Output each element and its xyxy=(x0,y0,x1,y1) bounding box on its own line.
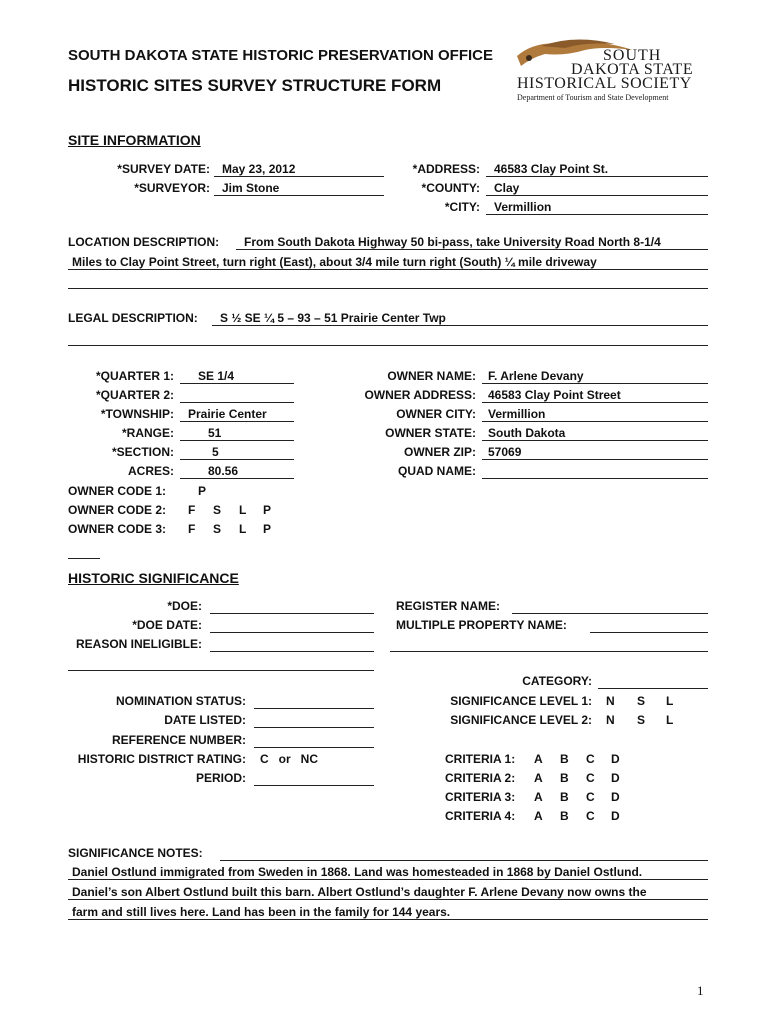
location-underline-1 xyxy=(236,249,708,250)
doe-underline[interactable] xyxy=(210,613,374,614)
owner-code2-option-l[interactable]: L xyxy=(239,503,247,517)
owner-code3-label: OWNER CODE 3: xyxy=(68,522,167,536)
criteria4-option-c[interactable]: C xyxy=(586,809,595,823)
criteria2-option-c[interactable]: C xyxy=(586,771,595,785)
criteria2-option-d[interactable]: D xyxy=(611,771,620,785)
owner-code2-label: OWNER CODE 2: xyxy=(68,503,167,517)
owner-code2-option-f[interactable]: F xyxy=(188,503,196,517)
owner-code2-option-s[interactable]: S xyxy=(213,503,222,517)
acres-value[interactable]: 80.56 xyxy=(208,464,239,478)
criteria2-option-a[interactable]: A xyxy=(534,771,543,785)
legal-underline-2 xyxy=(68,345,708,346)
township-underline xyxy=(180,421,294,422)
survey-date-value[interactable]: May 23, 2012 xyxy=(222,162,296,176)
township-value[interactable]: Prairie Center xyxy=(188,407,267,421)
surveyor-underline xyxy=(214,195,384,196)
quad-name-underline xyxy=(482,478,708,479)
criteria1-option-c[interactable]: C xyxy=(586,752,595,766)
district-rating-label: HISTORIC DISTRICT RATING: xyxy=(77,752,246,766)
sig-level1-option-n[interactable]: N xyxy=(606,694,615,708)
criteria1-option-a[interactable]: A xyxy=(534,752,543,766)
owner-city-underline xyxy=(482,421,708,422)
county-label: *COUNTY: xyxy=(421,181,480,195)
section-label: *SECTION: xyxy=(111,445,174,459)
nomination-status-underline[interactable] xyxy=(254,708,374,709)
multiple-property-underline[interactable] xyxy=(590,632,708,633)
owner-state-value[interactable]: South Dakota xyxy=(488,426,566,440)
quarter1-underline xyxy=(180,383,294,384)
criteria1-label: CRITERIA 1: xyxy=(445,752,516,766)
owner-name-value[interactable]: F. Arlene Devany xyxy=(488,369,584,383)
logo-line1: SOUTH xyxy=(603,47,662,64)
owner-code2-option-p[interactable]: P xyxy=(263,503,272,517)
owner-zip-value[interactable]: 57069 xyxy=(488,445,522,459)
doe-date-underline[interactable] xyxy=(210,632,374,633)
logo-line3: HISTORICAL SOCIETY xyxy=(517,75,692,92)
period-label: PERIOD: xyxy=(195,771,246,785)
significance-notes-line3[interactable]: farm and still lives here. Land has been in the family for 144 years. xyxy=(72,905,451,919)
sig-level2-option-s[interactable]: S xyxy=(637,713,646,727)
office-name: SOUTH DAKOTA STATE HISTORIC PRESERVATION OFFICE xyxy=(68,47,494,64)
significance-notes-label: SIGNIFICANCE NOTES: xyxy=(68,846,203,860)
section-value[interactable]: 5 xyxy=(212,445,219,459)
short-divider xyxy=(68,558,100,559)
owner-state-label: OWNER STATE: xyxy=(385,426,476,440)
date-listed-underline[interactable] xyxy=(254,727,374,728)
quarter1-label: *QUARTER 1: xyxy=(95,369,174,383)
quarter2-underline xyxy=(180,402,294,403)
reason-underline-2[interactable] xyxy=(68,670,374,671)
site-information-heading: SITE INFORMATION xyxy=(68,132,201,148)
logo-line4: Department of Tourism and State Development xyxy=(517,93,669,102)
sig-level1-option-l[interactable]: L xyxy=(666,694,674,708)
owner-city-value[interactable]: Vermillion xyxy=(488,407,546,421)
section-underline xyxy=(180,459,294,460)
sig-level2-option-l[interactable]: L xyxy=(666,713,674,727)
reference-number-underline[interactable] xyxy=(254,747,374,748)
address-label: *ADDRESS: xyxy=(412,162,480,176)
criteria3-option-c[interactable]: C xyxy=(586,790,595,804)
city-underline xyxy=(486,214,708,215)
legal-underline-1 xyxy=(212,325,708,326)
page-number: 1 xyxy=(697,983,704,998)
reference-number-label: REFERENCE NUMBER: xyxy=(111,733,246,747)
quarter1-value[interactable]: SE 1/4 xyxy=(198,369,235,383)
survey-date-underline xyxy=(214,176,384,177)
owner-code1-label: OWNER CODE 1: xyxy=(68,484,167,498)
legal-description-label: LEGAL DESCRIPTION: xyxy=(68,311,198,325)
nomination-status-label: NOMINATION STATUS: xyxy=(116,694,246,708)
criteria1-option-d[interactable]: D xyxy=(611,752,620,766)
criteria3-label: CRITERIA 3: xyxy=(445,790,516,804)
range-label: *RANGE: xyxy=(121,426,174,440)
notes-underline-3 xyxy=(68,919,708,920)
location-underline-3 xyxy=(68,288,708,289)
owner-code3-option-s[interactable]: S xyxy=(213,522,222,536)
category-label: CATEGORY: xyxy=(522,674,592,688)
notes-underline-2 xyxy=(68,899,708,900)
criteria3-option-d[interactable]: D xyxy=(611,790,620,804)
owner-code1-value[interactable]: P xyxy=(198,484,207,498)
range-underline xyxy=(180,440,294,441)
owner-address-label: OWNER ADDRESS: xyxy=(364,388,476,402)
location-description-line1[interactable]: From South Dakota Highway 50 bi-pass, take University Road North 8-1/4 xyxy=(244,235,661,249)
surveyor-label: *SURVEYOR: xyxy=(134,181,210,195)
city-value[interactable]: Vermillion xyxy=(494,200,552,214)
form-title: HISTORIC SITES SURVEY STRUCTURE FORM xyxy=(68,76,442,95)
category-underline[interactable] xyxy=(598,688,708,689)
doe-label: *DOE: xyxy=(167,599,202,613)
significance-notes-line2[interactable]: Daniel’s son Albert Ostlund built this barn. Albert Ostlund’s daughter F. Arlene Devany now owns the xyxy=(72,885,647,899)
acres-label: ACRES: xyxy=(127,464,174,478)
range-value[interactable]: 51 xyxy=(208,426,222,440)
criteria4-label: CRITERIA 4: xyxy=(445,809,516,823)
register-name-underline[interactable] xyxy=(512,613,708,614)
multiple-property-underline-2[interactable] xyxy=(390,651,708,652)
district-rating-options[interactable]: C or NC xyxy=(260,752,319,766)
significance-notes-line1[interactable]: Daniel Ostlund immigrated from Sweden in 1868. Land was homesteaded in 1868 by Daniel Ostlund. xyxy=(72,865,643,879)
criteria2-label: CRITERIA 2: xyxy=(445,771,516,785)
logo-line2: DAKOTA STATE xyxy=(571,61,694,78)
address-underline xyxy=(486,176,708,177)
multiple-property-label: MULTIPLE PROPERTY NAME: xyxy=(396,618,567,632)
owner-state-underline xyxy=(482,440,708,441)
owner-zip-label: OWNER ZIP: xyxy=(404,445,476,459)
criteria2-option-b[interactable]: B xyxy=(560,771,569,785)
criteria4-option-a[interactable]: A xyxy=(534,809,543,823)
reason-ineligible-label: REASON INELIGIBLE: xyxy=(75,637,202,651)
criteria1-option-b[interactable]: B xyxy=(560,752,569,766)
notes-underline-0 xyxy=(220,860,708,861)
owner-city-label: OWNER CITY: xyxy=(396,407,476,421)
sig-level2-option-n[interactable]: N xyxy=(606,713,615,727)
criteria3-option-b[interactable]: B xyxy=(560,790,569,804)
location-description-line2[interactable]: Miles to Clay Point Street, turn right (East), about 3/4 mile turn right (South) ¼ mile driveway xyxy=(72,255,597,269)
doe-date-label: *DOE DATE: xyxy=(132,618,202,632)
legal-description-value[interactable]: S ½ SE ¼ 5 – 93 – 51 Prairie Center Twp xyxy=(220,311,446,325)
reason-underline-1[interactable] xyxy=(210,651,374,652)
significance-level1-label: SIGNIFICANCE LEVEL 1: xyxy=(450,694,592,708)
owner-zip-underline xyxy=(482,459,708,460)
township-label: *TOWNSHIP: xyxy=(100,407,174,421)
significance-level2-label: SIGNIFICANCE LEVEL 2: xyxy=(450,713,592,727)
historic-significance-heading: HISTORIC SIGNIFICANCE xyxy=(68,570,239,586)
criteria3-option-a[interactable]: A xyxy=(534,790,543,804)
criteria4-option-b[interactable]: B xyxy=(560,809,569,823)
county-underline xyxy=(486,195,708,196)
historical-society-logo xyxy=(515,36,715,106)
owner-address-underline xyxy=(482,402,708,403)
criteria4-option-d[interactable]: D xyxy=(611,809,620,823)
date-listed-label: DATE LISTED: xyxy=(164,713,246,727)
acres-underline xyxy=(180,478,294,479)
surveyor-value[interactable]: Jim Stone xyxy=(222,181,280,195)
owner-name-underline xyxy=(482,383,708,384)
county-value[interactable]: Clay xyxy=(494,181,520,195)
survey-date-label: *SURVEY DATE: xyxy=(117,162,210,176)
owner-address-value[interactable]: 46583 Clay Point Street xyxy=(488,388,621,402)
location-description-label: LOCATION DESCRIPTION: xyxy=(68,235,220,249)
sig-level1-option-s[interactable]: S xyxy=(637,694,646,708)
period-underline[interactable] xyxy=(254,785,374,786)
location-underline-2 xyxy=(68,269,708,270)
city-label: *CITY: xyxy=(444,200,480,214)
owner-code3-option-p[interactable]: P xyxy=(263,522,272,536)
owner-code3-option-f[interactable]: F xyxy=(188,522,196,536)
quarter2-label: *QUARTER 2: xyxy=(95,388,174,402)
quad-name-label: QUAD NAME: xyxy=(398,464,476,478)
address-value[interactable]: 46583 Clay Point St. xyxy=(494,162,609,176)
notes-underline-1 xyxy=(68,879,708,880)
owner-code3-option-l[interactable]: L xyxy=(239,522,247,536)
owner-name-label: OWNER NAME: xyxy=(387,369,476,383)
register-name-label: REGISTER NAME: xyxy=(396,599,501,613)
